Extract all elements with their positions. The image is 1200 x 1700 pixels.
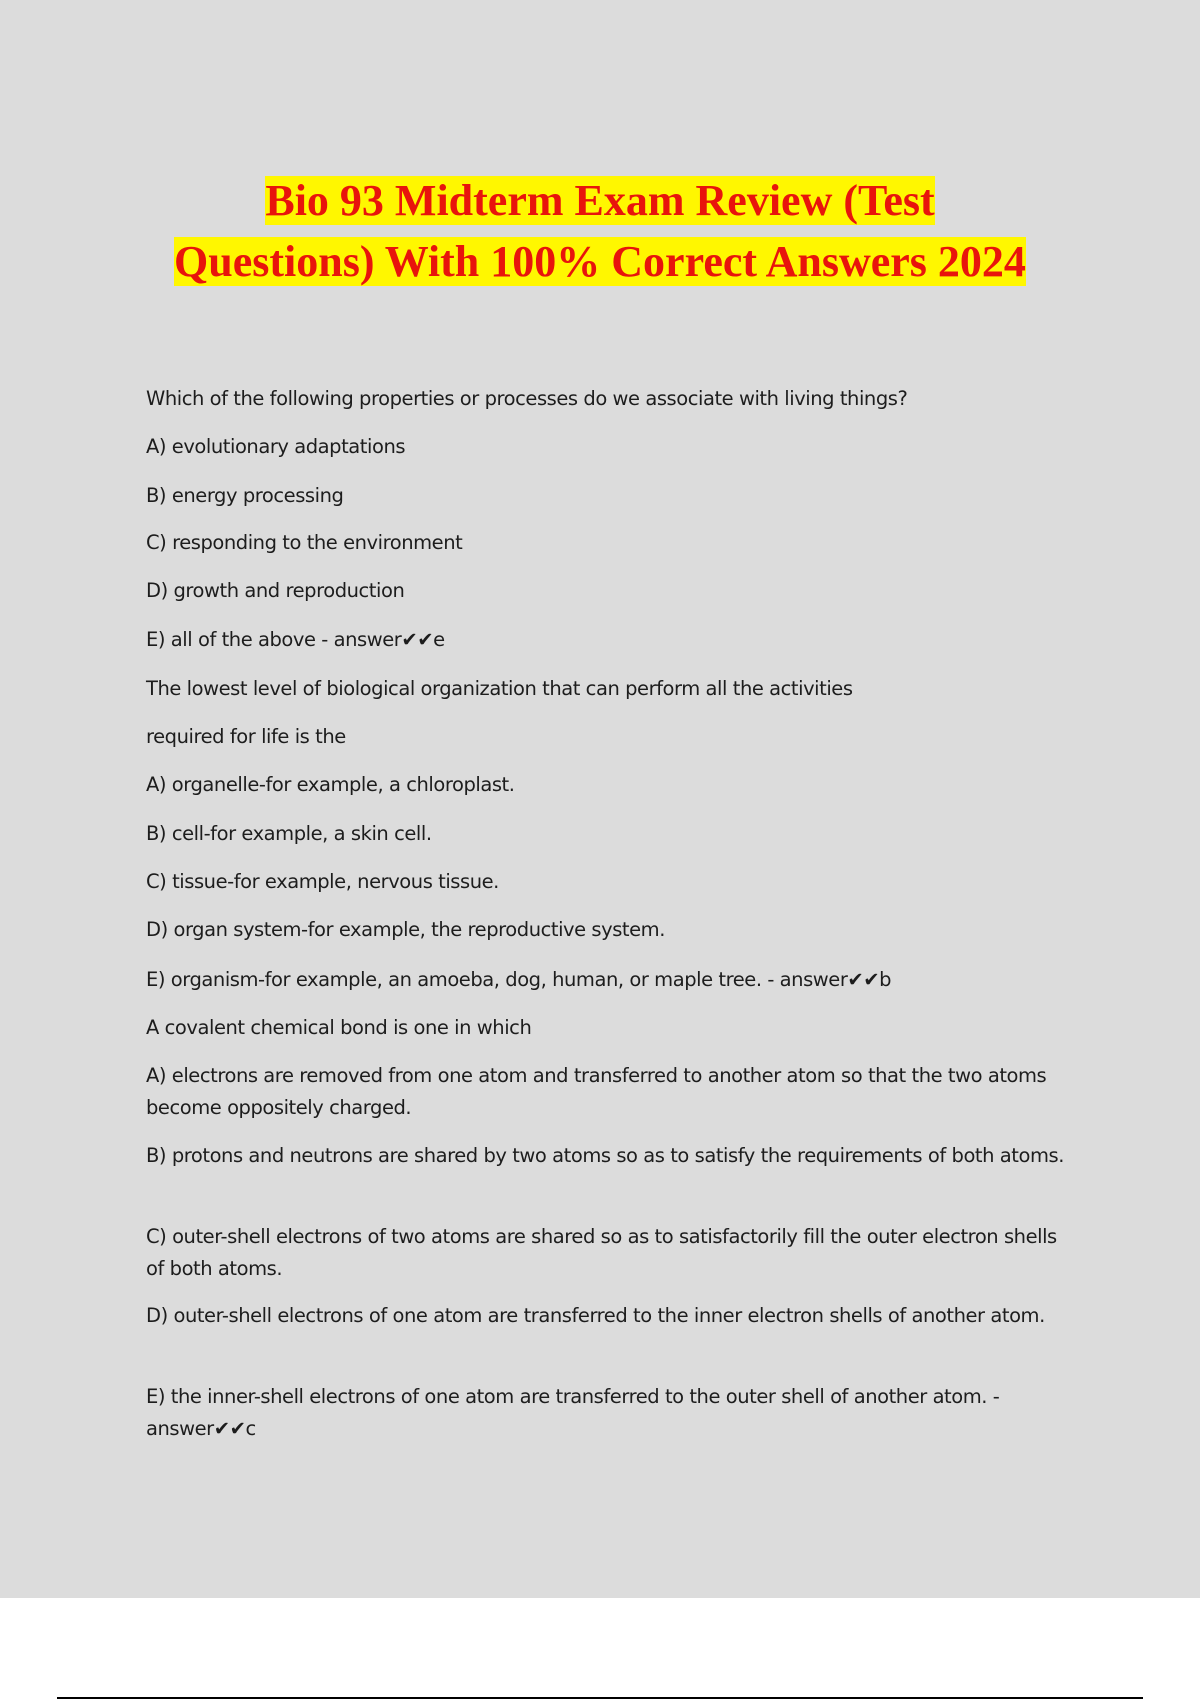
question-2-option-d: D) organ system-for example, the reproductive system.: [146, 918, 665, 941]
question-1-option-e-answer: D) growth and reproduction: [146, 579, 405, 602]
question-3-option-e: E) the inner-shell electrons of one atom are transferred to the outer shell of another atom. - answer✔✔c: [146, 1385, 1000, 1440]
question-2-option-e: E) organism-for example, an amoeba, dog, human, or maple tree. - answer✔✔b: [146, 968, 892, 991]
question-1-text: Which of the following properties or processes do we associate with living things?: [146, 387, 908, 410]
question-2-option-c: C) tissue-for example, nervous tissue.: [146, 870, 499, 893]
question-2-text-line-2: required for life is the: [146, 725, 346, 748]
question-3-option-a: A) electrons are removed from one atom and transferred to another atom so that the two atoms become oppositely charged.: [146, 1064, 1047, 1119]
question-2-option-b: B) cell-for example, a skin cell.: [146, 822, 432, 845]
question-2-option-a: A) organelle-for example, a chloroplast.: [146, 773, 515, 796]
question-2-text-line-1: The lowest level of biological organization that can perform all the activities: [146, 677, 853, 700]
question-3-option-d: D) outer-shell electrons of one atom are transferred to the inner electron shells of another atom.: [146, 1304, 1045, 1327]
footer-rule: [57, 1697, 1143, 1699]
title-line-1: Bio 93 Midterm Exam Review (Test: [265, 176, 935, 225]
question-1-option-b: B) energy processing: [146, 484, 344, 507]
question-3-option-c: C) outer-shell electrons of two atoms are shared so as to satisfactorily fill the outer electron shells of both atoms.: [146, 1225, 1057, 1280]
question-1-option-a: A) evolutionary adaptations: [146, 435, 406, 458]
question-3-text: A covalent chemical bond is one in which: [146, 1016, 532, 1039]
question-1-option-c: C) responding to the environment: [146, 531, 463, 554]
question-3-option-b: B) protons and neutrons are shared by two atoms so as to satisfy the requirements of both atoms.: [146, 1144, 1064, 1167]
question-1-option-e: E) all of the above - answer✔✔e: [146, 628, 445, 651]
title-line-2: Questions) With 100% Correct Answers 2024: [174, 237, 1026, 286]
document-title: [100, 170, 1100, 292]
